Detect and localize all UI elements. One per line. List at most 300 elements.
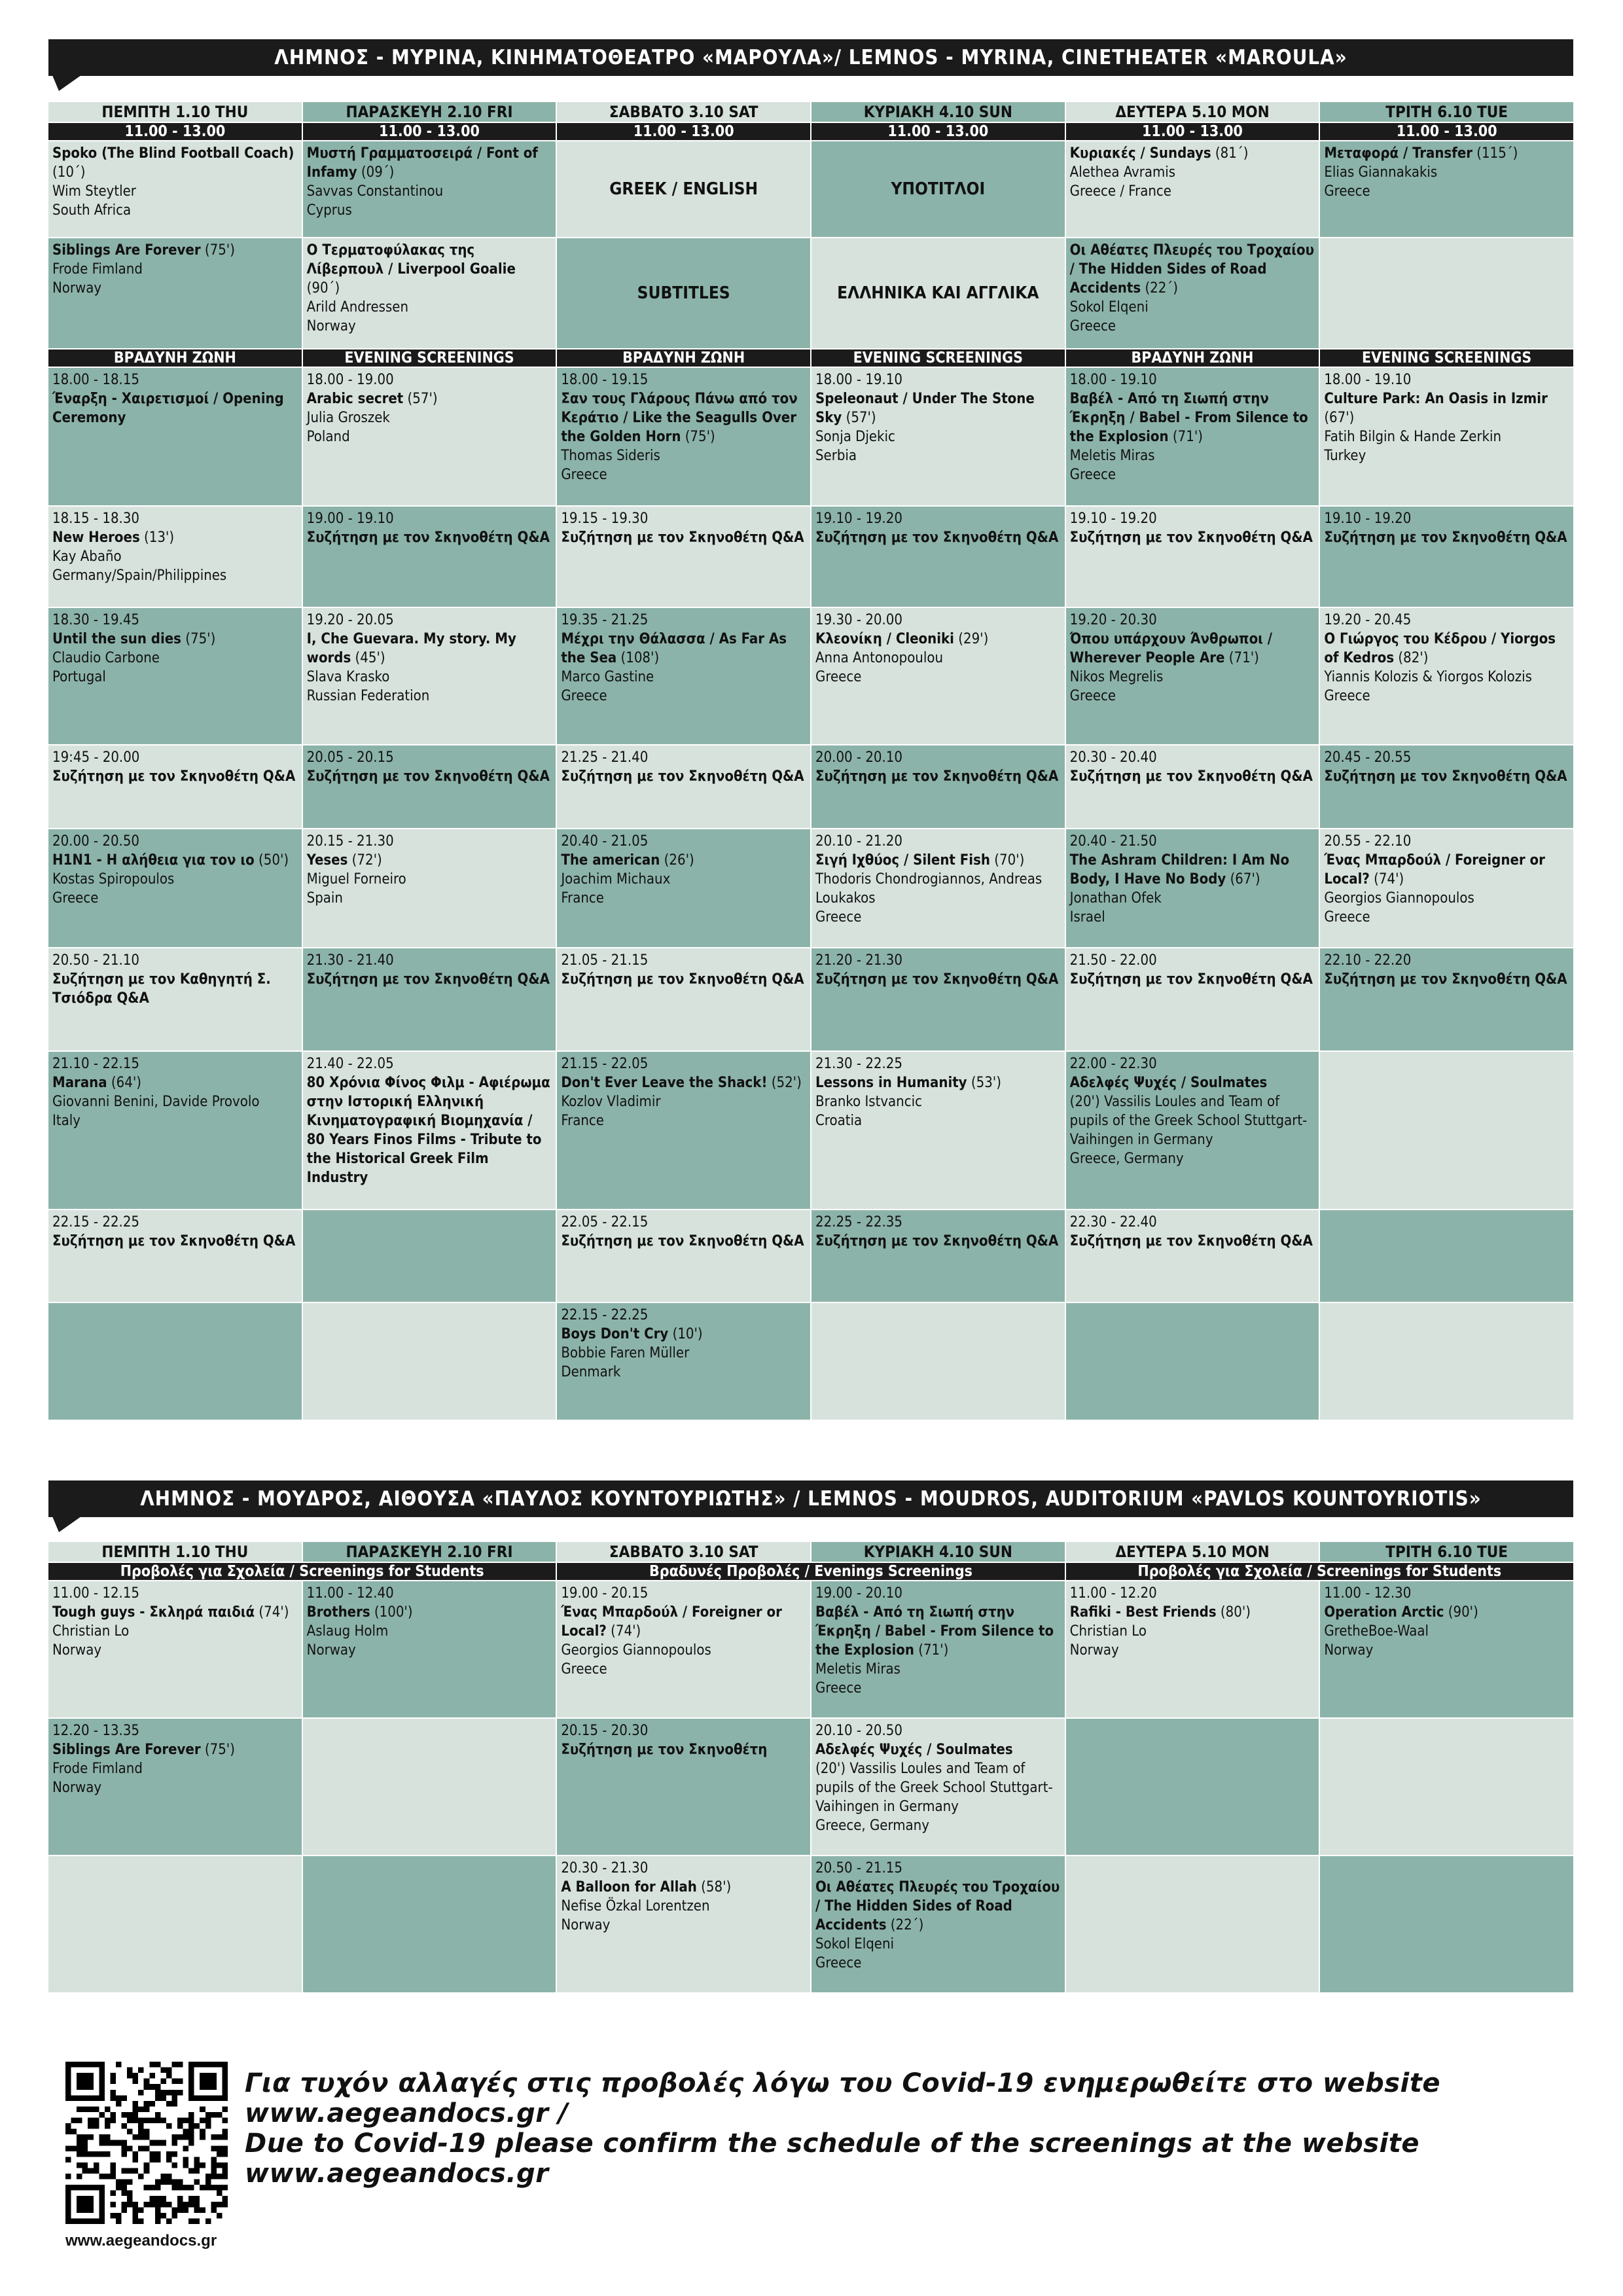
screening-cell (1066, 141, 1319, 237)
screening-duration: (53') (967, 1075, 1001, 1091)
screening-title: Συζήτηση με τον Σκηνοθέτη Q&A (306, 768, 550, 785)
language-note: GREEK / ENGLISH (557, 141, 810, 237)
screening-cell (1066, 368, 1319, 505)
evening-label-bar: EVENING SCREENINGS (812, 350, 1065, 367)
screening-cell (303, 1581, 556, 1717)
screening-cell (1320, 1581, 1573, 1717)
empty-cell (1320, 1303, 1573, 1420)
screening-meta: Greece (561, 1661, 607, 1677)
screening-title: Ο Γιώργος του Κέδρου / Yiorgos of Kedros (82') (1324, 631, 1556, 666)
morning-time-bar: 11.00 - 13.00 (1320, 123, 1573, 140)
screening-meta: Sonja Djekic (815, 429, 895, 445)
morning-time-bar: 11.00 - 13.00 (557, 123, 810, 140)
screening-cell (303, 1052, 556, 1209)
screening-duration: (74') (255, 1604, 289, 1621)
screening-duration: (90') (1444, 1604, 1478, 1621)
empty-cell (812, 1303, 1065, 1420)
screening-meta: Greece (815, 669, 862, 685)
screening-title: Yeses (72') (306, 852, 382, 869)
screening-title: Συζήτηση με τον Σκηνοθέτη Q&A (561, 1233, 804, 1249)
screening-meta: Greece (1324, 909, 1370, 925)
qr-caption: www.aegeandocs.gr (65, 2232, 217, 2250)
screening-cell (812, 829, 1065, 947)
screening-title: Συζήτηση με τον Σκηνοθέτη Q&A (52, 1233, 296, 1249)
screening-cell (557, 745, 810, 828)
screening-cell (48, 1719, 302, 1855)
screening-title: Κυριακές / Sundays (81΄) (1069, 145, 1249, 162)
screening-meta: Slava Krasko (306, 669, 390, 685)
screening-duration: (81΄) (1211, 145, 1249, 162)
screening-cell (557, 1052, 810, 1209)
screening-meta: Greece (815, 1680, 862, 1696)
screening-cell (303, 238, 556, 348)
screening-duration: (75') (681, 429, 715, 445)
screening-title: Όπου υπάρχουν Άνθρωποι / Wherever People Are (71') (1069, 631, 1273, 666)
screening-meta: Claudio Carbone (52, 650, 160, 666)
screening-meta: Portugal (52, 669, 106, 685)
screening-duration: (26') (660, 852, 694, 869)
screening-title: Οι Αθέατες Πλευρές του Τροχαίου / The Hidden Sides of Road Accidents (22΄) (815, 1879, 1060, 1933)
screening-cell (48, 141, 302, 237)
screening-title: I, Che Guevara. My story. My words (45') (306, 631, 516, 666)
screening-time: 20.00 - 20.50 (52, 833, 139, 850)
screening-time: 20.15 - 20.30 (561, 1723, 649, 1739)
evening-label-bar: ΒΡΑΔΥΝΗ ΖΩΝΗ (1066, 350, 1319, 367)
screening-cell (1066, 948, 1319, 1050)
screening-meta: Italy (52, 1113, 80, 1129)
screening-meta: Yiannis Kolozis & Yiorgos Kolozis (1324, 669, 1532, 685)
screening-cell (1320, 829, 1573, 947)
screening-meta: Norway (561, 1917, 611, 1933)
screening-meta: Nikos Megrelis (1069, 669, 1164, 685)
screening-meta: Serbia (815, 448, 857, 464)
screening-title: Συζήτηση με τον Καθηγητή Σ. Τσιόδρα Q&A (52, 971, 271, 1007)
screening-duration: (115΄) (1472, 145, 1518, 162)
screening-time: 20.40 - 21.50 (1069, 833, 1157, 850)
screening-title: Συζήτηση με τον Σκηνοθέτη (561, 1742, 768, 1758)
screening-meta: Greece (1069, 688, 1116, 704)
screening-cell (1066, 1210, 1319, 1302)
screening-time: 21.10 - 22.15 (52, 1056, 139, 1072)
screening-duration: (22΄) (1141, 280, 1178, 296)
screening-cell (303, 829, 556, 947)
screening-time: 20.30 - 20.40 (1069, 749, 1157, 766)
screening-time: 21.30 - 21.40 (306, 952, 394, 969)
screening-duration: (22΄) (886, 1917, 924, 1933)
screening-meta: Norway (1069, 1642, 1119, 1659)
screening-meta: Kozlov Vladimir (561, 1094, 661, 1110)
language-note: ΕΛΛΗΝΙΚΑ ΚΑΙ ΑΓΓΛΙΚΑ (812, 238, 1065, 348)
screening-time: 20.05 - 20.15 (306, 749, 394, 766)
empty-cell (1320, 1856, 1573, 1992)
screening-meta: (20') Vassilis Loules and Team of pupils of the Greek School Stuttgart-Vaihingen in Germany (1069, 1094, 1308, 1148)
screening-meta: Anna Antonopoulou (815, 650, 943, 666)
screening-meta: Meletis Miras (1069, 448, 1155, 464)
screening-meta: Greece / France (1069, 183, 1171, 200)
screening-cell (1066, 507, 1319, 607)
screening-meta: Frode Fimland (52, 261, 143, 278)
screening-time: 18.00 - 19.10 (1069, 372, 1157, 388)
screening-title: Siblings Are Forever (75') (52, 1742, 235, 1758)
screening-title: Spoko (The Blind Football Coach) (10΄) (52, 145, 294, 181)
screening-title: Συζήτηση με τον Σκηνοθέτη Q&A (1069, 971, 1313, 988)
screening-time: 19.20 - 20.45 (1324, 612, 1412, 628)
screening-cell (1320, 745, 1573, 828)
screening-meta: Croatia (815, 1113, 863, 1129)
screening-cell (812, 1052, 1065, 1209)
screening-duration: (80') (1216, 1604, 1251, 1621)
screening-duration: (71') (1224, 650, 1259, 666)
screening-meta: (20') Vassilis Loules and Team of pupils of the Greek School Stuttgart-Vaihingen in Germany (815, 1761, 1053, 1815)
screening-time: 19.10 - 19.20 (815, 511, 902, 527)
screening-duration: (75') (200, 242, 235, 259)
screening-duration: (72') (348, 852, 382, 869)
screening-meta: Frode Fimland (52, 1761, 143, 1777)
screening-duration: (52') (767, 1075, 802, 1091)
screening-meta: Arild Andressen (306, 299, 409, 315)
screening-meta: Greece (1069, 318, 1116, 334)
screening-duration: (57') (403, 391, 438, 407)
screening-time: 18.00 - 18.15 (52, 372, 139, 388)
evening-label-bar: ΒΡΑΔΥΝΗ ΖΩΝΗ (557, 350, 810, 367)
screening-meta: Cyprus (306, 202, 352, 219)
screening-meta: Marco Gastine (561, 669, 654, 685)
screening-time: 20.50 - 21.10 (52, 952, 139, 969)
covid-notice-english: Due to Covid-19 please confirm the schedule of the screenings at the website www.aegeandocs.gr (245, 2128, 1419, 2189)
screening-cell (557, 1719, 810, 1855)
screening-title: Συζήτηση με τον Σκηνοθέτη Q&A (815, 768, 1059, 785)
screening-meta: Georgios Giannopoulos (1324, 890, 1474, 906)
day-header: ΠΕΜΠΤΗ 1.10 THU (48, 102, 302, 122)
screening-meta: Greece (561, 688, 607, 704)
screening-meta: Norway (1324, 1642, 1374, 1659)
screening-cell (812, 608, 1065, 744)
screening-time: 18.15 - 18.30 (52, 511, 139, 527)
empty-cell (1066, 1303, 1319, 1420)
screening-title: Rafiki - Best Friends (80') (1069, 1604, 1251, 1621)
screening-time: 20.45 - 20.55 (1324, 749, 1412, 766)
screening-meta: Greece (52, 890, 99, 906)
screening-title: Operation Arctic (90') (1324, 1604, 1478, 1621)
evening-label-bar: ΒΡΑΔΥΝΗ ΖΩΝΗ (48, 350, 302, 367)
screening-cell (48, 368, 302, 505)
screening-title: The american (26') (561, 852, 694, 869)
screening-title: Συζήτηση με τον Σκηνοθέτη Q&A (52, 768, 296, 785)
section-2-title: ΛΗΜΝΟΣ - ΜΟΥΔΡΟΣ, ΑΙΘΟΥΣΑ «ΠΑΥΛΟΣ ΚΟΥΝΤΟΥΡΙΩΤΗΣ» / LEMNOS - MOUDROS, AUDITORIUM «PAVLOS KOUNTOYRIOTIS» (48, 1480, 1573, 1517)
screening-meta: Wim Steytler (52, 183, 136, 200)
screening-meta: Greece (1069, 467, 1116, 483)
screening-meta: Turkey (1324, 448, 1366, 464)
screening-time: 12.20 - 13.35 (52, 1723, 139, 1739)
screening-time: 20.10 - 21.20 (815, 833, 902, 850)
screening-time: 20.55 - 22.10 (1324, 833, 1412, 850)
empty-cell (1066, 1719, 1319, 1855)
screening-title: Συζήτηση με τον Σκηνοθέτη Q&A (306, 971, 550, 988)
day-header: ΣΑΒΒΑΤΟ 3.10 SAT (557, 1542, 810, 1562)
screening-time: 19.10 - 19.20 (1324, 511, 1412, 527)
screening-cell (557, 1303, 810, 1420)
screening-cell (48, 745, 302, 828)
screening-duration: (82') (1394, 650, 1429, 666)
screening-duration: (09΄) (357, 164, 395, 181)
screening-title: Culture Park: An Oasis in Izmir (67') (1324, 391, 1548, 426)
screening-time: 22.15 - 22.25 (52, 1214, 139, 1230)
screening-time: 22.15 - 22.25 (561, 1307, 649, 1323)
day-header: ΠΑΡΑΣΚΕΥΗ 2.10 FRI (303, 1542, 556, 1562)
screening-duration: (50') (254, 852, 289, 869)
screening-meta: Thodoris Chondrogiannos, Andreas Loukakos (815, 871, 1043, 906)
screening-duration: (13') (139, 529, 175, 546)
screening-title: Speleonaut / Under The Stone Sky (57') (815, 391, 1035, 426)
screening-cell (48, 507, 302, 607)
screening-duration: (90΄) (306, 280, 340, 296)
covid-notice-greek: Για τυχόν αλλαγές στις προβολές λόγω του Covid-19 ενημερωθείτε στο website www.aegeandocs.gr / (245, 2068, 1441, 2128)
screening-cell (812, 1581, 1065, 1717)
screening-meta: Denmark (561, 1364, 621, 1380)
screening-title: Boys Don't Cry (10') (561, 1326, 703, 1342)
screening-time: 21.05 - 21.15 (561, 952, 649, 969)
screening-cell (812, 507, 1065, 607)
screening-time: 20.10 - 20.50 (815, 1723, 902, 1739)
screening-title: Αδελφές Ψυχές / Soulmates (1069, 1075, 1268, 1091)
screening-cell (48, 238, 302, 348)
screening-time: 19.10 - 19.20 (1069, 511, 1157, 527)
screening-title: Don't Ever Leave the Shack! (52') (561, 1075, 802, 1091)
screening-title: Συζήτηση με τον Σκηνοθέτη Q&A (306, 529, 550, 546)
screening-time: 19.20 - 20.05 (306, 612, 394, 628)
qr-code-icon[interactable] (65, 2062, 228, 2224)
screening-time: 22.00 - 22.30 (1069, 1056, 1157, 1072)
screening-duration: (29') (954, 631, 989, 647)
screening-time: 19.20 - 20.30 (1069, 612, 1157, 628)
screening-cell (303, 948, 556, 1050)
screening-title: A Balloon for Allah (58') (561, 1879, 732, 1895)
screening-meta: Giovanni Benini, Davide Provolo (52, 1094, 260, 1110)
empty-cell (48, 1303, 302, 1420)
screening-meta: Christian Lo (1069, 1623, 1147, 1640)
screening-title: The Ashram Children: I Am No Body, I Have No Body (67') (1069, 852, 1290, 888)
screening-cell (1066, 829, 1319, 947)
day-header: ΠΑΡΑΣΚΕΥΗ 2.10 FRI (303, 102, 556, 122)
screening-meta: Miguel Forneiro (306, 871, 406, 888)
screening-meta: Savvas Constantinou (306, 183, 444, 200)
screening-duration: (75') (200, 1742, 235, 1758)
screening-meta: Norway (306, 1642, 356, 1659)
screening-meta: Greece (815, 909, 862, 925)
schedule-grid-moudros (48, 1542, 1573, 1992)
screening-duration: (70') (990, 852, 1025, 869)
screening-duration: (75') (181, 631, 216, 647)
screening-duration: (74') (606, 1623, 641, 1640)
language-note: ΥΠΟΤΙΤΛΟΙ (812, 141, 1065, 237)
day-header: ΚΥΡΙΑΚΗ 4.10 SUN (812, 102, 1065, 122)
empty-cell (48, 1856, 302, 1992)
screening-time: 11.00 - 12.20 (1069, 1585, 1157, 1602)
empty-cell (303, 1303, 556, 1420)
screening-cell (303, 368, 556, 505)
screening-meta: South Africa (52, 202, 132, 219)
screening-cell (557, 1210, 810, 1302)
screening-time: 19:45 - 20.00 (52, 749, 140, 766)
day-header: ΤΡΙΤΗ 6.10 TUE (1320, 102, 1573, 122)
morning-time-bar: 11.00 - 13.00 (303, 123, 556, 140)
screening-title: Έναρξη - Χαιρετισμοί / Opening Ceremony (52, 391, 284, 426)
screening-cell (557, 507, 810, 607)
empty-cell (1320, 238, 1573, 348)
screening-meta: Julia Groszek (306, 410, 390, 426)
screening-title: H1N1 - Η αλήθεια για τον ιο (50') (52, 852, 289, 869)
screening-cell (303, 745, 556, 828)
screening-cell (557, 368, 810, 505)
screening-time: 18.00 - 19.00 (306, 372, 394, 388)
screening-cell (1066, 745, 1319, 828)
screening-title: Συζήτηση με τον Σκηνοθέτη Q&A (1069, 529, 1313, 546)
screening-meta: Norway (306, 318, 356, 334)
screening-cell (557, 608, 810, 744)
screening-cell (812, 1210, 1065, 1302)
screening-meta: Israel (1069, 909, 1105, 925)
screening-cell (557, 829, 810, 947)
screening-meta: GretheBoe-Waal (1324, 1623, 1429, 1640)
empty-cell (303, 1856, 556, 1992)
empty-cell (1320, 1210, 1573, 1302)
screening-meta: Nefise Özkal Lorentzen (561, 1898, 710, 1914)
empty-cell (303, 1719, 556, 1855)
screening-title: Βαβέλ - Από τη Σιωπή στην Έκρηξη / Babel - From Silence to the Explosion (71') (1069, 391, 1308, 445)
screening-meta: France (561, 890, 604, 906)
screening-cell (812, 1719, 1065, 1855)
screening-duration: (57') (842, 410, 876, 426)
screening-duration: (67') (1324, 410, 1355, 426)
screening-title: Κλεονίκη / Cleoniki (29') (815, 631, 989, 647)
screening-cell (1066, 1581, 1319, 1717)
screening-duration: (45') (351, 650, 385, 666)
screening-time: 18.00 - 19.15 (561, 372, 649, 388)
screening-title: Συζήτηση με τον Σκηνοθέτη Q&A (815, 971, 1059, 988)
morning-time-bar: 11.00 - 13.00 (48, 123, 302, 140)
screening-time: 11.00 - 12.30 (1324, 1585, 1412, 1602)
screening-cell (303, 608, 556, 744)
screening-title: Μέχρι την Θάλασσα / As Far As the Sea (108') (561, 631, 787, 666)
screening-duration: (64') (107, 1075, 141, 1091)
screening-meta: Meletis Miras (815, 1661, 901, 1677)
screening-time: 21.25 - 21.40 (561, 749, 649, 766)
screening-time: 19.30 - 20.00 (815, 612, 902, 628)
screening-title: Συζήτηση με τον Σκηνοθέτη Q&A (1324, 529, 1567, 546)
screening-time: 19.00 - 20.10 (815, 1585, 902, 1602)
screening-meta: Aslaug Holm (306, 1623, 389, 1640)
screening-meta: Greece (561, 467, 607, 483)
day-header: ΔΕΥΤΕΡΑ 5.10 MON (1066, 1542, 1319, 1562)
screening-meta: Germany/Spain/Philippines (52, 567, 227, 584)
screening-time: 19.00 - 19.10 (306, 511, 394, 527)
screening-time: 22.25 - 22.35 (815, 1214, 902, 1230)
section-1-title: ΛΗΜΝΟΣ - ΜΥΡΙΝΑ, ΚΙΝΗΜΑΤΟΘΕΑΤΡΟ «ΜΑΡΟΥΛΑ»/ LEMNOS - MYRINA, CINETHEATER «MAROULA» (48, 39, 1573, 76)
screening-duration: (100') (370, 1604, 413, 1621)
day-header: ΔΕΥΤΕΡΑ 5.10 MON (1066, 102, 1319, 122)
screening-title: Συζήτηση με τον Σκηνοθέτη Q&A (815, 529, 1059, 546)
screening-cell (1320, 368, 1573, 505)
screening-title: Αδελφές Ψυχές / Soulmates (815, 1742, 1013, 1758)
banner-tail-2 (52, 1516, 81, 1532)
screening-time: 19.00 - 20.15 (561, 1585, 649, 1602)
screening-time: 19.35 - 21.25 (561, 612, 649, 628)
screening-cell (557, 1856, 810, 1992)
screening-cell (1320, 507, 1573, 607)
screening-meta: Bobbie Faren Müller (561, 1345, 690, 1361)
screening-duration: (58') (696, 1879, 732, 1895)
screening-title: Ένας Μπαρδούλ / Foreigner or Local? (74') (1324, 852, 1545, 888)
screening-time: 20.30 - 21.30 (561, 1860, 649, 1876)
screening-cell (48, 1210, 302, 1302)
screening-meta: Greece (1324, 688, 1370, 704)
screening-title: Συζήτηση με τον Σκηνοθέτη Q&A (1324, 971, 1567, 988)
screening-title: Ο Τερματοφύλακας της Λίβερπουλ / Liverpool Goalie (90΄) (306, 242, 516, 296)
screening-title: Συζήτηση με τον Σκηνοθέτη Q&A (561, 529, 804, 546)
screening-time: 11.00 - 12.40 (306, 1585, 394, 1602)
screening-title: Siblings Are Forever (75') (52, 242, 235, 259)
screening-title: Μυστή Γραμματοσειρά / Font of Infamy (09΄) (306, 145, 538, 181)
screening-meta: Thomas Siderіs (561, 448, 660, 464)
screening-time: 21.40 - 22.05 (306, 1056, 394, 1072)
screening-time: 18.30 - 19.45 (52, 612, 139, 628)
screening-time: 18.00 - 19.10 (1324, 372, 1412, 388)
screening-cell (1066, 238, 1319, 348)
screening-time: 19.15 - 19.30 (561, 511, 649, 527)
screening-meta: Kay Abaño (52, 548, 122, 565)
screening-meta: Sokol Elqeni (815, 1936, 895, 1952)
screening-title: Συζήτηση με τον Σκηνοθέτη Q&A (1069, 1233, 1313, 1249)
screening-type-bar: Προβολές για Σχολεία / Screenings for Students (1066, 1563, 1573, 1580)
day-header: ΠΕΜΠΤΗ 1.10 THU (48, 1542, 302, 1562)
screening-time: 20.40 - 21.05 (561, 833, 649, 850)
screening-title: Σιγή Ιχθύος / Silent Fish (70') (815, 852, 1025, 869)
empty-cell (1066, 1856, 1319, 1992)
screening-time: 21.50 - 22.00 (1069, 952, 1157, 969)
screening-meta: Alethea Avramis (1069, 164, 1176, 181)
covid-notice (245, 2068, 1623, 2189)
evening-label-bar: EVENING SCREENINGS (303, 350, 556, 367)
screening-title: Συζήτηση με τον Σκηνοθέτη Q&A (815, 1233, 1059, 1249)
screening-meta: Greece (1324, 183, 1370, 200)
day-header: ΣΑΒΒΑΤΟ 3.10 SAT (557, 102, 810, 122)
screening-meta: Norway (52, 1780, 102, 1796)
screening-title: Συζήτηση με τον Σκηνοθέτη Q&A (1324, 768, 1567, 785)
screening-cell (812, 948, 1065, 1050)
screening-title: Ένας Μπαρδούλ / Foreigner or Local? (74') (561, 1604, 782, 1640)
screening-meta: Greece, Germany (1069, 1151, 1184, 1167)
screening-time: 20.50 - 21.15 (815, 1860, 902, 1876)
screening-duration: (71') (914, 1642, 949, 1659)
screening-meta: Norway (52, 280, 102, 296)
screening-meta: Spain (306, 890, 343, 906)
screening-duration: (71') (1168, 429, 1203, 445)
screening-time: 22.10 - 22.20 (1324, 952, 1412, 969)
screening-cell (48, 829, 302, 947)
screening-time: 11.00 - 12.15 (52, 1585, 139, 1602)
screening-meta: Joachim Michaux (561, 871, 671, 888)
screening-cell (303, 141, 556, 237)
screening-cell (1320, 608, 1573, 744)
screening-duration: (67') (1226, 871, 1260, 888)
screening-title: Until the sun dies (75') (52, 631, 216, 647)
screening-duration: (74') (1369, 871, 1404, 888)
screening-cell (812, 745, 1065, 828)
screening-title: Οι Αθέατες Πλευρές του Τροχαίου / The Hidden Sides of Road Accidents (22΄) (1069, 242, 1314, 296)
morning-time-bar: 11.00 - 13.00 (812, 123, 1065, 140)
banner-tail-1 (52, 75, 81, 91)
empty-cell (303, 1210, 556, 1302)
